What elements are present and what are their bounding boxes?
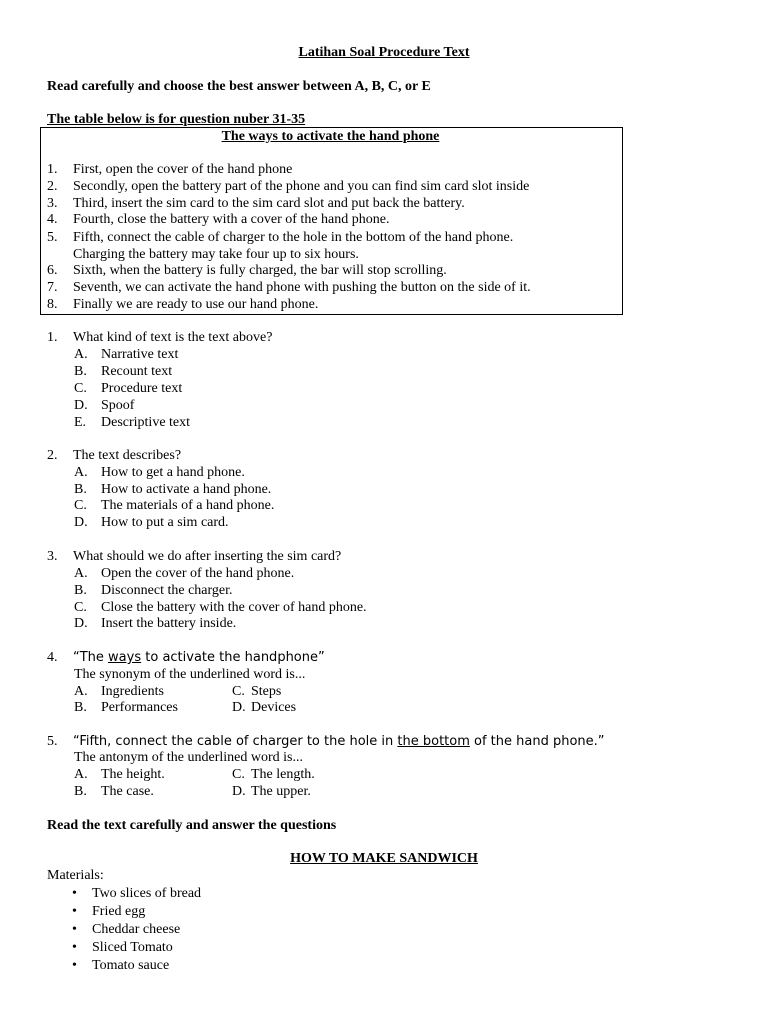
- instruction: Read carefully and choose the best answer between A, B, C, or E: [47, 79, 431, 94]
- answer-option: A. Ingredients: [74, 684, 164, 699]
- step-item-continued: Charging the battery may take four up to six hours.: [73, 247, 359, 262]
- materials-label: Materials:: [47, 868, 104, 883]
- step-item: 7. Seventh, we can activate the hand phone with pushing the button on the side of it.: [47, 280, 531, 295]
- question-4-prompt: The synonym of the underlined word is...: [74, 667, 306, 682]
- step-item: 8. Finally we are ready to use our hand phone.: [47, 297, 319, 312]
- table-title: The ways to activate the hand phone: [221, 129, 440, 144]
- answer-option: B. Recount text: [74, 364, 173, 379]
- question-3: 3. What should we do after inserting the sim card?: [47, 549, 342, 564]
- answer-option: C. Procedure text: [74, 381, 183, 396]
- material-item: • Two slices of bread: [72, 886, 202, 901]
- answer-option: B. How to activate a hand phone.: [74, 482, 272, 497]
- step-item: 1. First, open the cover of the hand phone: [47, 162, 293, 177]
- material-item: • Fried egg: [72, 904, 146, 919]
- answer-option: D. How to put a sim card.: [74, 515, 229, 530]
- answer-option: A. How to get a hand phone.: [74, 465, 245, 480]
- underlined-word: the bottom: [397, 734, 470, 749]
- material-item: • Cheddar cheese: [72, 922, 181, 937]
- answer-option: B. Performances: [74, 700, 178, 715]
- question-2: 2. The text describes?: [47, 448, 182, 463]
- step-item: 4. Fourth, close the battery with a cover of the hand phone.: [47, 212, 390, 227]
- step-item: 6. Sixth, when the battery is fully charged, the bar will stop scrolling.: [47, 263, 447, 278]
- question-5-prompt: The antonym of the underlined word is...: [74, 750, 304, 765]
- answer-option: E. Descriptive text: [74, 415, 191, 430]
- answer-option: C. Steps: [232, 684, 282, 699]
- answer-option: D. The upper.: [232, 784, 311, 799]
- doc-title: Latihan Soal Procedure Text: [298, 45, 470, 60]
- answer-option: B. The case.: [74, 784, 154, 799]
- bullet-icon: •: [72, 922, 77, 937]
- table-intro: The table below is for question nuber 31-35: [47, 112, 306, 127]
- step-item: 3. Third, insert the sim card to the sim card slot and put back the battery.: [47, 196, 465, 211]
- recipe-title: HOW TO MAKE SANDWICH: [290, 851, 478, 866]
- reading-instruction: Read the text carefully and answer the questions: [47, 818, 337, 833]
- answer-option: A. Narrative text: [74, 347, 179, 362]
- answer-option: D. Devices: [232, 700, 297, 715]
- question-1: 1. What kind of text is the text above?: [47, 330, 273, 345]
- step-item: 5. Fifth, connect the cable of charger to the hole in the bottom of the hand phone.: [47, 230, 514, 245]
- question-5: 5. “Fifth, connect the cable of charger to the hole in the bottom of the hand phone.”: [47, 734, 605, 749]
- answer-option: D. Spoof: [74, 398, 135, 413]
- answer-option: C. Close the battery with the cover of hand phone.: [74, 600, 367, 615]
- answer-option: C. The materials of a hand phone.: [74, 498, 275, 513]
- answer-option: B. Disconnect the charger.: [74, 583, 233, 598]
- answer-option: C. The length.: [232, 767, 315, 782]
- material-item: • Sliced Tomato: [72, 940, 173, 955]
- question-4: 4. “The ways to activate the handphone”: [47, 650, 325, 665]
- material-item: • Tomato sauce: [72, 958, 170, 973]
- bullet-icon: •: [72, 940, 77, 955]
- answer-option: A. The height.: [74, 767, 165, 782]
- underlined-word: ways: [108, 650, 142, 665]
- bullet-icon: •: [72, 904, 77, 919]
- bullet-icon: •: [72, 886, 77, 901]
- answer-option: D. Insert the battery inside.: [74, 616, 237, 631]
- bullet-icon: •: [72, 958, 77, 973]
- answer-option: A. Open the cover of the hand phone.: [74, 566, 295, 581]
- step-item: 2. Secondly, open the battery part of the phone and you can find sim card slot inside: [47, 179, 530, 194]
